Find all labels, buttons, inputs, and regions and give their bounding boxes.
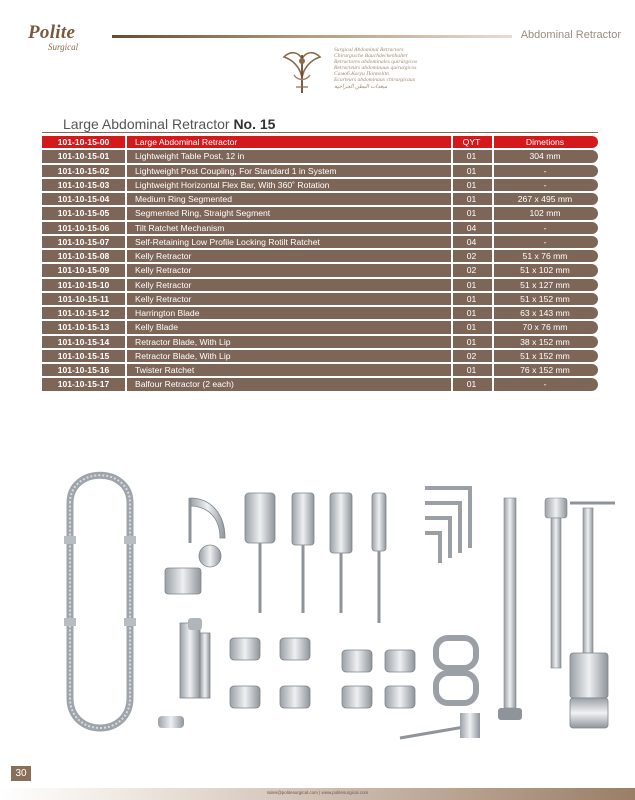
instruments-drawing (30, 458, 620, 758)
row-dim: 51 x 76 mm (522, 251, 568, 262)
row-code: 101-10-15-09 (57, 265, 110, 276)
table-row (42, 149, 598, 163)
row-dim: - (543, 236, 547, 247)
table-row (42, 263, 598, 277)
row-qty: 04 (466, 236, 477, 247)
row-qty: 02 (466, 265, 477, 276)
section-name: Abdominal Retractor (520, 29, 621, 41)
row-desc: Tilt Ratchet Mechanism (135, 222, 225, 233)
row-desc: Kelly Retractor (135, 265, 192, 276)
row-dim: - (543, 379, 547, 390)
row-qty: 01 (466, 151, 477, 162)
kelly-blade-icon (245, 493, 275, 613)
table-row (42, 206, 598, 220)
row-qty: 04 (466, 222, 477, 233)
retractor-blade-lip-icon (292, 493, 386, 623)
row-code: 101-10-15-01 (57, 151, 110, 162)
row-desc: Lightweight Horizontal Flex Bar, With 360˚ Rotation (135, 179, 330, 190)
row-dim: 102 mm (529, 208, 561, 219)
row-dim: 76 x 152 mm (520, 365, 570, 376)
row-code: 101-10-15-11 (57, 293, 110, 304)
row-code: 101-10-15-16 (57, 365, 110, 376)
row-dim: 38 x 152 mm (520, 336, 570, 347)
row-code: 101-10-15-05 (57, 208, 110, 219)
row-qty: 01 (466, 308, 477, 319)
header-desc: Large Abdominal Retractor (135, 137, 238, 148)
row-dim: - (543, 222, 547, 233)
footer-contact: sales@politesurgical.com | www.politesurgical.com (266, 790, 369, 795)
row-code: 101-10-15-04 (57, 194, 110, 205)
row-code: 101-10-15-14 (57, 336, 110, 347)
row-dim: 304 mm (529, 151, 561, 162)
row-dim: 70 x 76 mm (522, 322, 568, 333)
table-row (42, 178, 598, 192)
row-qty: 01 (466, 165, 477, 176)
clamp-icon (230, 638, 415, 708)
tilt-ratchet-icon (165, 545, 221, 594)
emblem-icon (276, 47, 328, 97)
header-qty: QYT (462, 137, 481, 148)
parts-table (42, 135, 598, 392)
table-post-icon (498, 498, 615, 728)
row-code: 101-10-15-02 (57, 165, 110, 176)
row-code: 101-10-15-03 (57, 179, 110, 190)
row-code: 101-10-15-15 (57, 350, 110, 361)
product-illustrations (30, 458, 620, 758)
table-row (42, 235, 598, 249)
caption-line: Retracteurs abdominaux quirurgicos (334, 65, 417, 72)
caption-line: Surgical Abdominal Retractors (334, 47, 404, 53)
row-dim: - (543, 165, 547, 176)
row-desc: Segmented Ring, Straight Segment (135, 208, 271, 219)
page-title (63, 116, 275, 132)
harrington-blade-icon (190, 498, 225, 543)
row-code: 101-10-15-13 (57, 322, 110, 333)
row-qty: 01 (466, 379, 477, 390)
row-dim: - (543, 179, 547, 190)
table-row (42, 221, 598, 235)
title-number: No. 15 (233, 116, 276, 132)
row-desc: Kelly Retractor (135, 279, 192, 290)
row-qty: 01 (466, 194, 477, 205)
table-row (42, 164, 598, 178)
table-row (42, 377, 598, 391)
row-qty: 01 (466, 336, 477, 347)
row-code: 101-10-15-12 (57, 308, 110, 319)
row-desc: Kelly Retractor (135, 293, 192, 304)
row-code: 101-10-15-08 (57, 251, 110, 262)
row-desc: Lightweight Post Coupling, For Standard 1 in System (135, 165, 337, 176)
caption-line: Retractores abdominales quirúrgicos (334, 59, 418, 66)
row-desc: Balfour Retractor (2 each) (135, 379, 234, 390)
row-desc: Kelly Blade (135, 322, 178, 333)
multilingual-caption (334, 47, 417, 90)
table-row (42, 292, 598, 306)
row-dim: 63 x 143 mm (520, 308, 570, 319)
table-row (42, 335, 598, 349)
row-code: 101-10-15-07 (57, 236, 110, 247)
title-text: Large Abdominal Retractor (63, 116, 234, 132)
brand-logo (28, 22, 79, 52)
segmented-ring-icon (64, 475, 136, 728)
row-qty: 01 (466, 179, 477, 190)
row-dim: 51 x 127 mm (520, 279, 570, 290)
caption-line: Самоб.Когуи Поппоlitn (334, 71, 389, 78)
header-rule (112, 35, 512, 38)
row-qty: 02 (466, 350, 477, 361)
table-header-row (42, 135, 598, 149)
caption-line: مبعدات البطن الجراحية (334, 83, 388, 90)
table-row (42, 349, 598, 363)
table-row (42, 249, 598, 263)
row-dim: 51 x 102 mm (520, 265, 570, 276)
brand-name: Polite (28, 22, 76, 43)
row-desc: Medium Ring Segmented (135, 194, 232, 205)
locking-ratchet-icon (158, 618, 210, 728)
row-code: 101-10-15-10 (57, 279, 110, 290)
row-desc: Self-Retaining Low Profile Locking Rotilt Ratchet (135, 236, 320, 247)
row-qty: 01 (466, 208, 477, 219)
caption-line: Ecarteurs abdominaux chirurgicaux (334, 77, 416, 84)
row-desc: Retractor Blade, With Lip (135, 350, 231, 361)
kelly-retractor-icon (425, 488, 470, 563)
row-desc: Harrington Blade (135, 308, 200, 319)
table-row (42, 320, 598, 334)
page-number: 30 (11, 766, 31, 781)
row-code: 101-10-15-17 (57, 379, 110, 390)
row-qty: 01 (466, 279, 477, 290)
row-desc: Kelly Retractor (135, 251, 192, 262)
row-code: 101-10-15-06 (57, 222, 110, 233)
table-row (42, 363, 598, 377)
row-dim: 51 x 152 mm (520, 350, 570, 361)
row-qty: 01 (466, 322, 477, 333)
row-desc: Lightweight Table Post, 12 in (135, 151, 245, 162)
row-desc: Twister Ratchet (135, 365, 195, 376)
row-dim: 267 x 495 mm (517, 194, 573, 205)
row-qty: 01 (466, 365, 477, 376)
table-row (42, 192, 598, 206)
brand-sub: Surgical (48, 42, 79, 52)
table-row (42, 278, 598, 292)
row-desc: Retractor Blade, With Lip (135, 336, 231, 347)
row-qty: 02 (466, 251, 477, 262)
header-code: 101-10-15-00 (57, 137, 110, 148)
table-row (42, 306, 598, 320)
row-dim: 51 x 152 mm (520, 293, 570, 304)
caption-line: Chirurgische Bauchdeckenhalter (334, 53, 408, 60)
title-rule (42, 132, 598, 133)
header-dim: Dimetions (525, 137, 565, 148)
row-qty: 01 (466, 293, 477, 304)
